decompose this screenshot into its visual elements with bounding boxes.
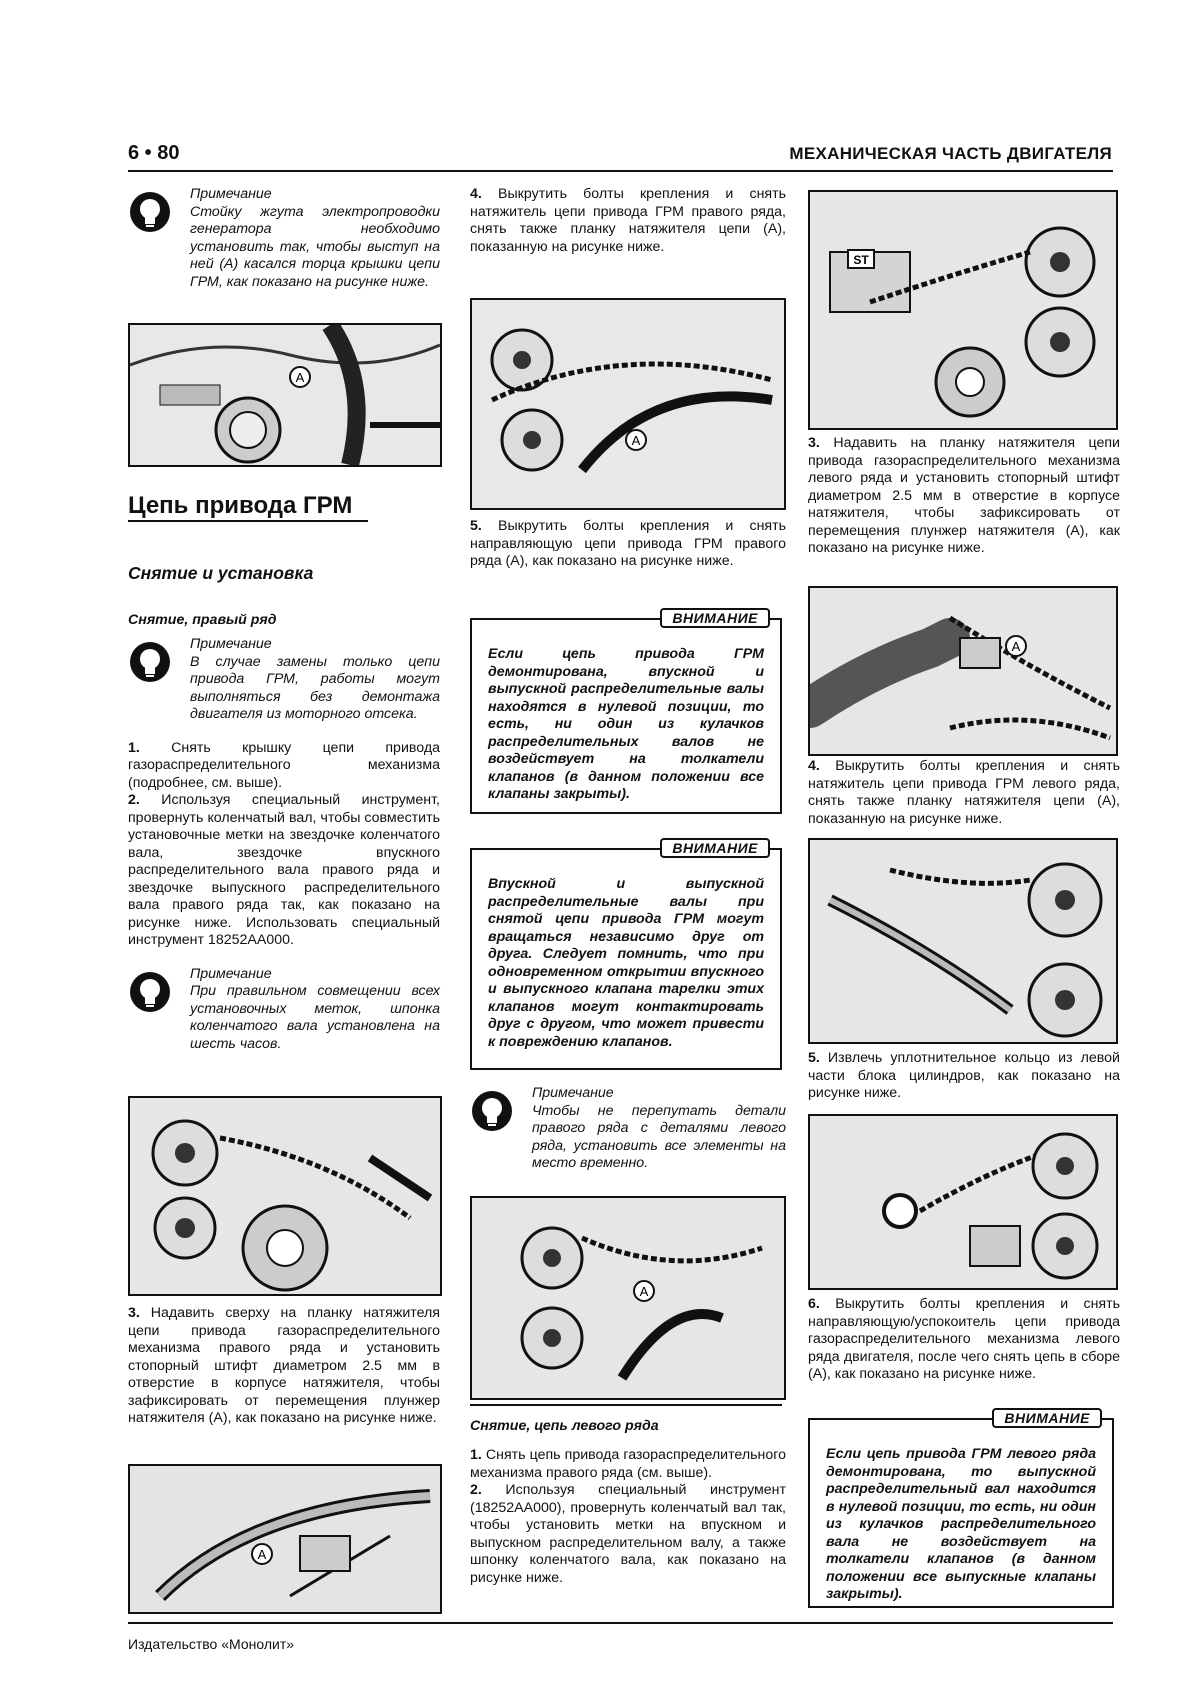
left-step-6-text: Выкрутить болты крепления и снять направляющую/успокоитель цепи привода газораспределительного механизма левого ряда двигателя, после чего снять цепь в сборе (A), как показано на рисунке ниже. (808, 1296, 1120, 1382)
column-3-step3 (808, 435, 1120, 558)
engine-illustration (130, 325, 440, 465)
step-3-number: 3. (128, 1305, 140, 1321)
figure-1-label: A (295, 370, 305, 385)
engine-illustration (472, 300, 784, 508)
column-1-body (128, 636, 440, 1053)
publisher: Издательство «Монолит» (128, 1636, 295, 1652)
left-step-2-text: Используя специальный инструмент (18252AA000), провернуть коленчатый вал так, чтобы установить метки на впускном и выпускном распределительном валу, а также шпонку коленчатого вала, как показано на рисунке ниже. (470, 1482, 786, 1586)
left-step-5-text: Извлечь уплотнительное кольцо из левой части блока цилиндров, как показано на рисунке ниже. (808, 1050, 1120, 1101)
step-1-text: Снять крышку цепи привода газораспределительного механизма (подробнее, см. выше). (128, 739, 440, 791)
left-step-6-number: 6. (808, 1296, 820, 1312)
figure-tensioner-left (808, 838, 1118, 1044)
note-1 (128, 186, 440, 291)
step-2 (128, 792, 440, 950)
figure-tensioner-pin-left (808, 586, 1118, 756)
note-3-text: При правильном совмещении всех установочных меток, шпонка коленчатого вала установлена на шесть часов. (190, 983, 440, 1052)
left-step-1 (470, 1447, 786, 1482)
step-4-right (470, 186, 786, 256)
note-bulb-icon (470, 1089, 514, 1133)
note-3-title: Примечание (190, 965, 272, 982)
figure-5-label: A (639, 1284, 649, 1299)
warning-3-text: Если цепь привода ГРМ левого ряда демонтирована, то выпускной распределительный вал находится в нулевой позиции, то есть, ни один из кулачков распределительного вала не воздействует на толкатели клапанов (в данном положении все выпускные клапаны закрыты). (826, 1446, 1096, 1602)
figure-tensioner-pin-right (128, 1464, 442, 1614)
subsection-title: Снятие и установка (128, 563, 314, 583)
warning-box-2 (470, 840, 782, 1070)
note-1-title: Примечание (190, 186, 272, 202)
step-1-number: 1. (128, 739, 140, 756)
subsubsection-title: Снятие, правый ряд (128, 612, 277, 628)
note-1-text: Стойку жгута электропроводки генератора необходимо установить так, чтобы выступ на ней (A) касался торца крышки цепи ГРМ, как показано на рисунке ниже. (190, 203, 440, 290)
column-2-bottom (470, 1447, 786, 1587)
step-3-left (808, 435, 1120, 558)
column-2-step5 (470, 518, 786, 571)
column-2 (470, 186, 786, 256)
left-step-1-text: Снять цепь привода газораспределительного механизма правого ряда (см. выше). (470, 1447, 786, 1481)
engine-illustration (472, 1198, 784, 1398)
warning-1-text: Если цепь привода ГРМ демонтирована, впускной и выпускной распределительные валы находятся в нулевой позиции, то есть, ни один из кулачков распределительных валов не воздействует на толкатели клапанов (в данном положении все клапаны закрыты). (488, 646, 764, 802)
warning-2-text: Впускной и выпускной распределительные валы при снятой цепи привода ГРМ могут вращаться независимо друг от друга. Следует помнить, что при одновременном открытии впускного и выпускного клапана тарелки этих клапанов могут контактировать друг с другом, что может привести к повреждению клапанов. (488, 876, 764, 1050)
step-3-right (128, 1305, 440, 1428)
figure-3-label: A (257, 1547, 267, 1562)
engine-illustration (810, 192, 1116, 428)
warning-3-label: ВНИМАНИЕ (992, 1408, 1102, 1428)
warning-box-1 (470, 610, 782, 814)
engine-illustration (810, 1116, 1116, 1288)
step-4-text: Выкрутить болты крепления и снять натяжитель цепи привода ГРМ правого ряда, снять также планку натяжителя цепи (A), показанную на рисунке ниже. (470, 186, 786, 255)
note-4 (470, 1085, 786, 1173)
note-2-text: В случае замены только цепи привода ГРМ, работы могут выполняться без демонтажа двигателя из моторного отсека. (190, 653, 440, 722)
header-rule (128, 170, 1113, 172)
note-4-text: Чтобы не перепутать детали правого ряда с деталями левого ряда, установить все элементы на место временно. (532, 1102, 786, 1171)
engine-illustration (130, 1098, 440, 1294)
running-title: МЕХАНИЧЕСКАЯ ЧАСТЬ ДВИГАТЕЛЯ (789, 144, 1112, 163)
figure-chain-guide-right (470, 1196, 786, 1400)
figure-7-label: A (1011, 639, 1021, 654)
footer-rule (128, 1622, 1113, 1624)
left-step-4-text: Выкрутить болты крепления и снять натяжитель цепи привода ГРМ левого ряда, снять также планку натяжителя цепи (A), показанную на рисунке ниже. (808, 758, 1120, 827)
step-4-number: 4. (470, 186, 482, 202)
column-3-step6 (808, 1296, 1120, 1384)
section-title: Цепь привода ГРМ (128, 492, 353, 519)
column-2-note (470, 1085, 786, 1173)
engine-illustration (810, 588, 1116, 754)
left-step-4-number: 4. (808, 758, 820, 774)
left-step-3-number: 3. (808, 435, 820, 451)
step-1 (128, 740, 440, 793)
step-2-text: Используя специальный инструмент, провернуть коленчатый вал, чтобы совместить установочные метки на звездочке коленчатого вала, звездочке впускного распределительного вала правого ряда и звездочке выпускного распределительного вала правого ряда так, как показано на рисунке ниже. Использовать специальный инструмент 18252AA000. (128, 792, 440, 948)
note-bulb-icon (128, 640, 172, 684)
column-3-step5 (808, 1050, 1120, 1103)
step-5-number: 5. (470, 518, 482, 534)
step-5-text: Выкрутить болты крепления и снять направляющую цепи привода ГРМ правого ряда (A), как показано на рисунке ниже. (470, 518, 786, 569)
step-5-right (470, 518, 786, 571)
left-step-3-text: Надавить на планку натяжителя цепи привода газораспределительного механизма левого ряда и установить стопорный штифт диаметром 2.5 мм в отверстие в корпусе натяжителя, чтобы зафиксировать от перемещения плунжер натяжителя (A), как показано на рисунке ниже. (808, 435, 1120, 556)
column-1 (128, 186, 440, 291)
engine-illustration (810, 840, 1116, 1042)
figure-timing-marks-right (128, 1096, 442, 1296)
column-1-bottom (128, 1305, 440, 1428)
figure-seal-ring-left (808, 1114, 1118, 1290)
left-step-2 (470, 1482, 786, 1587)
step-6-left (808, 1296, 1120, 1384)
warning-box-3 (808, 1410, 1114, 1608)
figure-6-label: ST (853, 253, 869, 267)
left-step-2-number: 2. (470, 1482, 482, 1498)
note-bulb-icon (128, 190, 172, 234)
left-step-1-number: 1. (470, 1447, 482, 1463)
figure-harness-bracket (128, 323, 442, 467)
figure-tensioner-right (470, 298, 786, 510)
engine-illustration (130, 1466, 440, 1612)
step-2-number: 2. (128, 792, 140, 808)
section-title-underline (128, 520, 368, 522)
note-2-title: Примечание (190, 636, 272, 652)
left-step-5-number: 5. (808, 1050, 820, 1066)
warning-2-label: ВНИМАНИЕ (660, 838, 770, 858)
figure-timing-marks-left (808, 190, 1118, 430)
note-4-title: Примечание (532, 1085, 614, 1101)
note-2 (128, 636, 440, 724)
page-number: 6 • 80 (128, 142, 180, 164)
note-bulb-icon (128, 970, 172, 1014)
column-3-step4 (808, 758, 1120, 828)
note-3 (128, 966, 440, 1054)
figure-4-label: A (631, 433, 641, 448)
column-2-rule (470, 1404, 782, 1406)
step-4-left (808, 758, 1120, 828)
step-3-text: Надавить сверху на планку натяжителя цепи привода газораспределительного механизма правого ряда и установить стопорный штифт диаметром 2.5 мм в отверстие в корпусе натяжителя, чтобы зафиксировать от перемещения плунжер натяжителя (A), как показано на рисунке ниже. (128, 1305, 440, 1426)
warning-1-label: ВНИМАНИЕ (660, 608, 770, 628)
left-bank-subsubsection-title: Снятие, цепь левого ряда (470, 1418, 659, 1434)
step-5-left (808, 1050, 1120, 1103)
